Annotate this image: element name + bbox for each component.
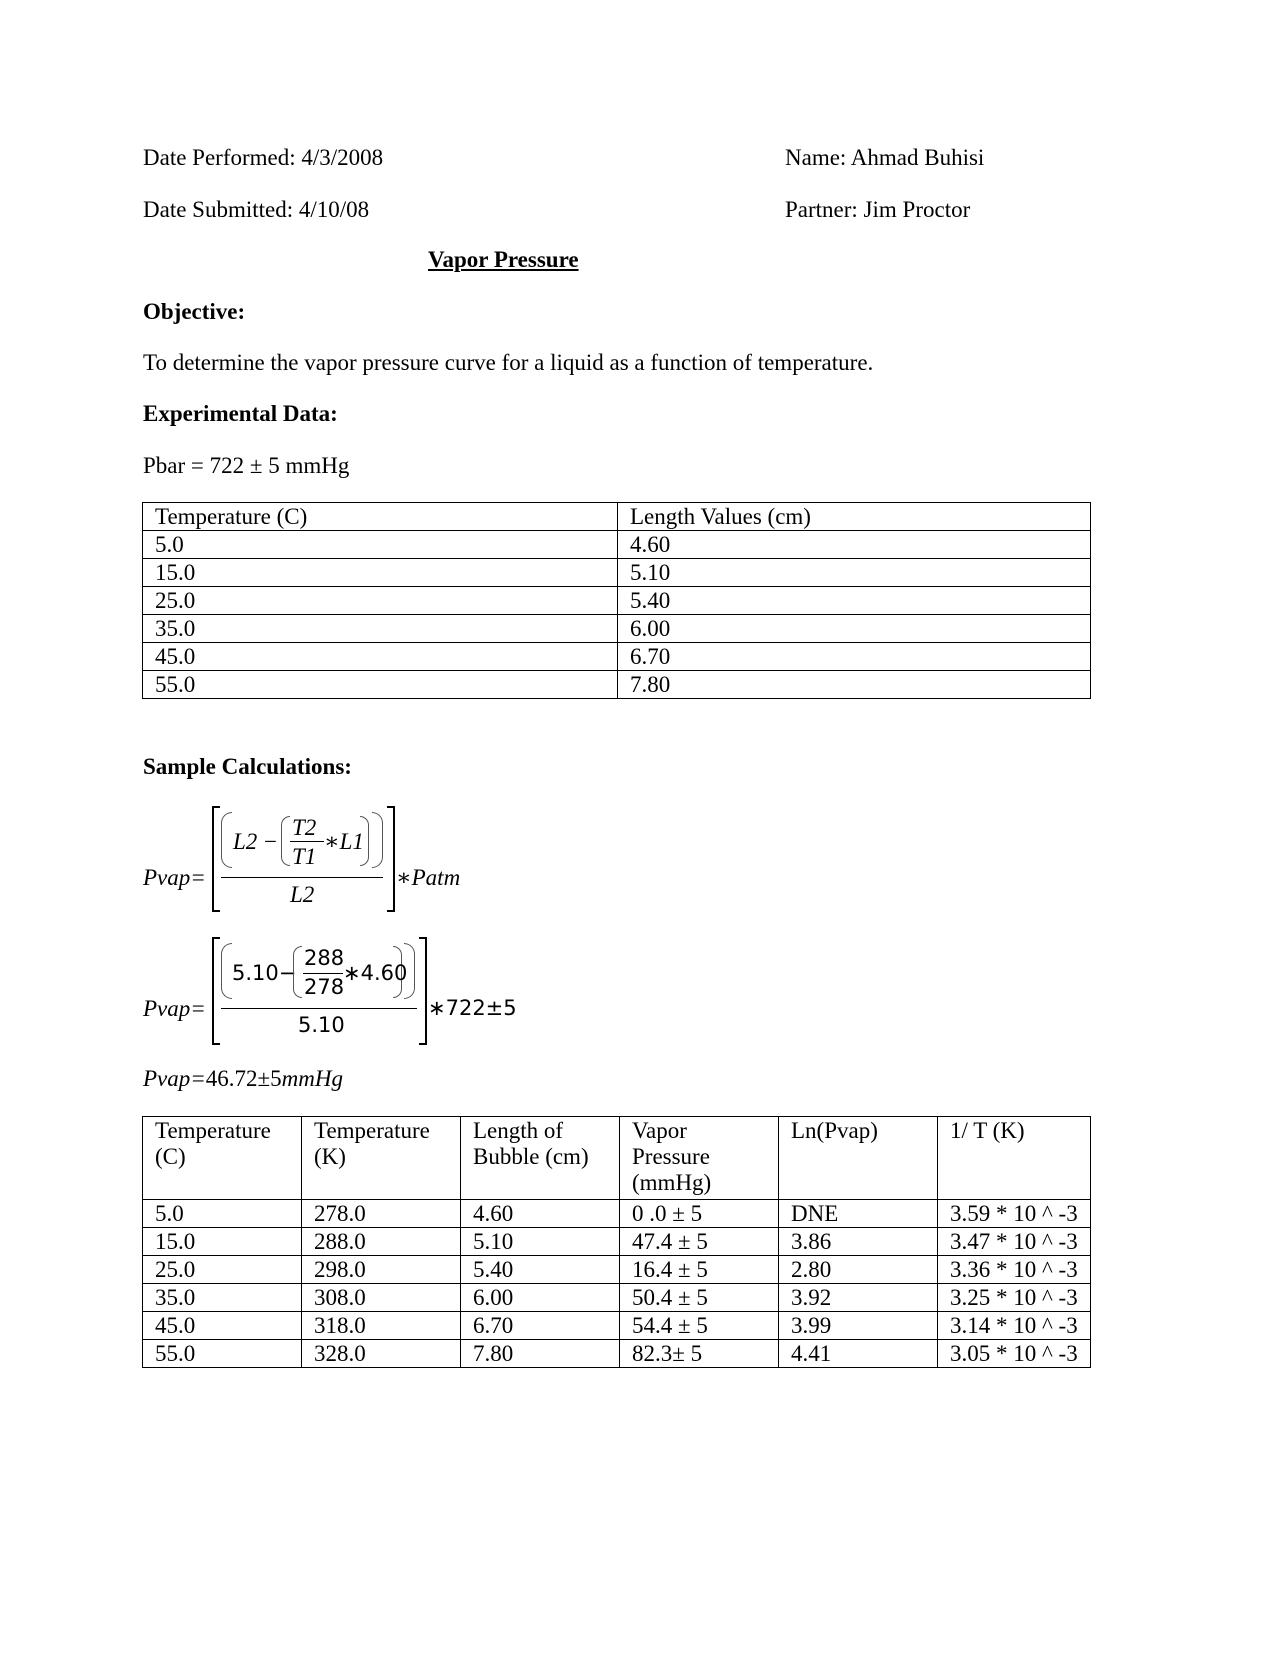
right-paren xyxy=(372,812,383,868)
table-row xyxy=(143,559,1091,587)
date-submitted: Date Submitted: 4/10/08 xyxy=(143,197,370,222)
left-bracket xyxy=(212,806,220,912)
table-cell: 5.10 xyxy=(461,1228,620,1256)
inner-fraction-bar xyxy=(290,841,324,842)
pbar-value: Pbar = 722 ± 5 mmHg xyxy=(143,453,350,478)
right-bracket xyxy=(419,937,427,1045)
table-cell: 3.36 * 10 ^ -3 xyxy=(938,1256,1091,1284)
table-cell: 4.60 xyxy=(618,531,1091,559)
main-fraction-bar xyxy=(221,877,383,878)
table-cell: 16.4 ± 5 xyxy=(620,1256,779,1284)
length-data-table xyxy=(142,502,1091,699)
table-cell: 6.70 xyxy=(461,1312,620,1340)
substituted-times: ∗4.60 xyxy=(343,961,408,985)
student-name: Name: Ahmad Buhisi xyxy=(785,145,985,170)
sample-calculations-heading: Sample Calculations: xyxy=(143,754,352,779)
result-unit: mmHg xyxy=(281,1066,343,1091)
left-paren xyxy=(221,943,232,999)
result-lhs: Pvap= xyxy=(143,1066,206,1091)
table-cell: 278.0 xyxy=(302,1200,461,1228)
table-cell: 3.05 * 10 ^ -3 xyxy=(938,1340,1091,1368)
table-cell: 5.10 xyxy=(618,559,1091,587)
table-row xyxy=(143,643,1091,671)
table-cell: 328.0 xyxy=(302,1340,461,1368)
table-cell: 82.3± 5 xyxy=(620,1340,779,1368)
table-cell: 55.0 xyxy=(143,671,618,699)
table-cell: 3.25 * 10 ^ -3 xyxy=(938,1284,1091,1312)
left-bracket xyxy=(212,937,220,1045)
formula-times-patm: ∗Patm xyxy=(396,865,461,890)
table-cell: 25.0 xyxy=(143,587,618,615)
experimental-heading: Experimental Data: xyxy=(143,401,338,426)
table-cell: 45.0 xyxy=(143,643,618,671)
table-cell: 6.00 xyxy=(461,1284,620,1312)
table-header-cell: Temperature (C) xyxy=(143,1117,302,1200)
table-cell: 2.80 xyxy=(779,1256,938,1284)
inner-left-paren xyxy=(281,816,290,866)
table-header-cell: Length Values (cm) xyxy=(618,503,1091,531)
formula-minus: − xyxy=(264,829,277,854)
table-header-row xyxy=(143,1117,1091,1200)
table-header-cell: 1/ T (K) xyxy=(938,1117,1091,1200)
inner-fraction-bar xyxy=(303,973,343,974)
table-cell: 5.0 xyxy=(143,531,618,559)
substituted-denominator: 5.10 xyxy=(298,1013,345,1037)
table-row xyxy=(143,1340,1091,1368)
table-header-cell: Length of Bubble (cm) xyxy=(461,1117,620,1200)
table-cell: 15.0 xyxy=(143,559,618,587)
inner-left-paren xyxy=(293,946,302,998)
table-row xyxy=(143,1284,1091,1312)
table-cell: 298.0 xyxy=(302,1256,461,1284)
table-header-cell: Temperature (C) xyxy=(143,503,618,531)
right-bracket xyxy=(387,806,395,912)
substituted-numerator: 288 xyxy=(304,946,345,970)
table-row xyxy=(143,531,1091,559)
table-cell: 55.0 xyxy=(143,1340,302,1368)
table-cell: 3.14 * 10 ^ -3 xyxy=(938,1312,1091,1340)
table-header-cell: Vapor Pressure (mmHg) xyxy=(620,1117,779,1200)
table-row xyxy=(143,1256,1091,1284)
objective-text: To determine the vapor pressure curve for a liquid as a function of temperature. xyxy=(143,350,874,375)
table-cell: 3.99 xyxy=(779,1312,938,1340)
formula-denominator: L2 xyxy=(290,882,315,907)
formula-times-l1: ∗L1 xyxy=(324,829,364,854)
table-cell: 3.59 * 10 ^ -3 xyxy=(938,1200,1091,1228)
table-cell: 5.40 xyxy=(461,1256,620,1284)
table-cell: 54.4 ± 5 xyxy=(620,1312,779,1340)
results-table xyxy=(142,1116,1091,1368)
result-value: 46.72±5 xyxy=(205,1066,282,1091)
date-performed: Date Performed: 4/3/2008 xyxy=(143,145,384,170)
partner-name: Partner: Jim Proctor xyxy=(785,197,971,222)
table-cell: 3.92 xyxy=(779,1284,938,1312)
formula-t1: T1 xyxy=(292,844,317,869)
table-cell: 5.0 xyxy=(143,1200,302,1228)
table-cell: 50.4 ± 5 xyxy=(620,1284,779,1312)
formula-l2: L2 xyxy=(233,829,258,854)
table-cell: 3.86 xyxy=(779,1228,938,1256)
table-header-row xyxy=(143,503,1091,531)
table-cell: 5.40 xyxy=(618,587,1091,615)
table-row xyxy=(143,1200,1091,1228)
substituted-denominator-inner: 278 xyxy=(304,975,345,999)
table-cell: 0 .0 ± 5 xyxy=(620,1200,779,1228)
left-paren xyxy=(221,812,232,868)
table-cell: 45.0 xyxy=(143,1312,302,1340)
table-cell: 35.0 xyxy=(143,1284,302,1312)
table-header-cell: Temperature (K) xyxy=(302,1117,461,1200)
table-cell: 6.70 xyxy=(618,643,1091,671)
table-row xyxy=(143,1228,1091,1256)
table-cell: 35.0 xyxy=(143,615,618,643)
table-cell: 308.0 xyxy=(302,1284,461,1312)
table-cell: 288.0 xyxy=(302,1228,461,1256)
table-row xyxy=(143,615,1091,643)
page-title: Vapor Pressure xyxy=(428,247,579,272)
table-cell: 25.0 xyxy=(143,1256,302,1284)
formula-t2: T2 xyxy=(292,815,317,840)
substituted-term-a: 5.10− xyxy=(232,961,297,985)
table-row xyxy=(143,671,1091,699)
table-header-cell: Ln(Pvap) xyxy=(779,1117,938,1200)
table-cell: DNE xyxy=(779,1200,938,1228)
table-row xyxy=(143,1312,1091,1340)
table-cell: 15.0 xyxy=(143,1228,302,1256)
table-cell: 3.47 * 10 ^ -3 xyxy=(938,1228,1091,1256)
table-cell: 4.41 xyxy=(779,1340,938,1368)
result-line xyxy=(143,1066,343,1092)
substituted-times-p: ∗722±5 xyxy=(428,996,517,1020)
table-cell: 7.80 xyxy=(461,1340,620,1368)
formula-lhs: Pvap= xyxy=(143,865,206,890)
table-row xyxy=(143,587,1091,615)
table-cell: 6.00 xyxy=(618,615,1091,643)
table-cell: 4.60 xyxy=(461,1200,620,1228)
table-cell: 47.4 ± 5 xyxy=(620,1228,779,1256)
table-cell: 318.0 xyxy=(302,1312,461,1340)
table-cell: 7.80 xyxy=(618,671,1091,699)
substituted-lhs: Pvap= xyxy=(143,996,206,1021)
objective-heading: Objective: xyxy=(143,299,246,324)
main-fraction-bar xyxy=(221,1008,417,1009)
